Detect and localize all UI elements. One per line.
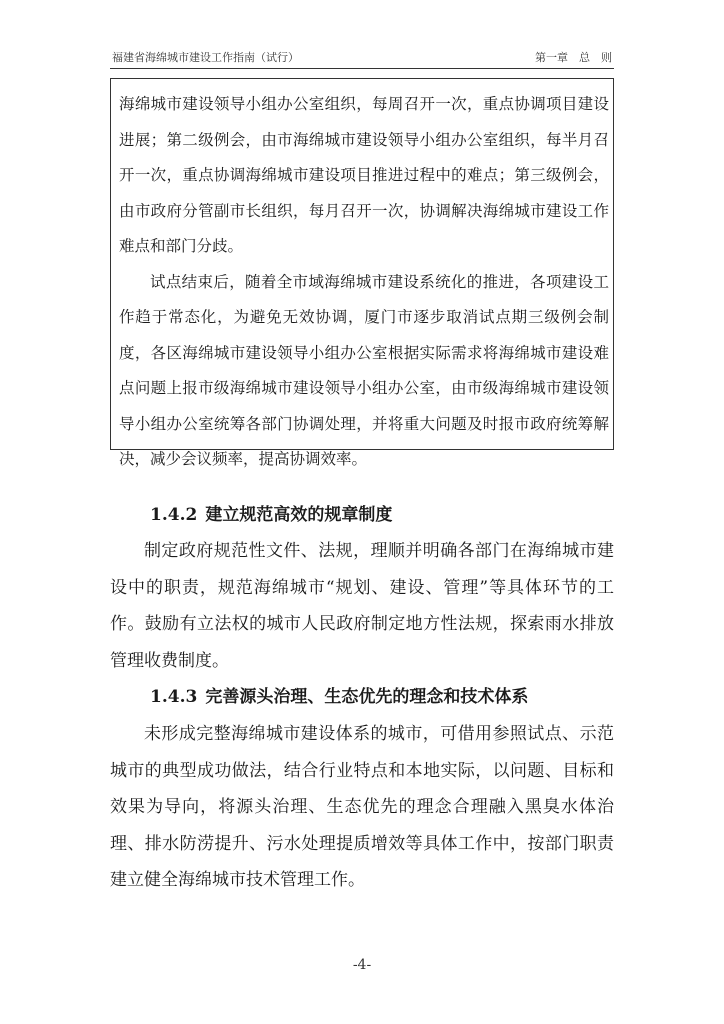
box-paragraph-2: 试点结束后，随着全市域海绵城市建设系统化的推进，各项建设工作趋于常态化，为避免无效协调，厦门市逐步取消试点期三级例会制度，各区海绵城市建设领导小组办公室根据实际需求将海绵城市建设难点问题上报市级海绵城市建设领导小组办公室，由市级海绵城市建设领导小组办公室统筹各部门协调处理，并将重大问题及时报市政府统筹解决，减少会议频率，提高协调效率。 — [119, 272, 609, 468]
section-title: 完善源头治理、生态优先的理念和技术体系 — [205, 687, 529, 707]
case-study-box — [110, 78, 614, 468]
box-paragraph-1: 海绵城市建设领导小组办公室组织，每周召开一次，重点协调项目建设进展；第二级例会，由市海绵城市建设领导小组办公室组织，每半月召开一次，重点协调海绵城市建设项目推进过程中的难点；第三级例会，由市政府分管副市长组织，每月召开一次，协调解决海绵城市建设工作难点和部门分歧。 — [119, 95, 609, 255]
section-number: 1.4.3 — [150, 687, 198, 707]
header-chapter-title: 第一章 总 则 — [535, 51, 612, 64]
header-document-title: 福建省海绵城市建设工作指南（试行） — [112, 51, 299, 64]
section-title: 建立规范高效的规章制度 — [205, 505, 393, 525]
page-number: -4- — [352, 957, 372, 973]
section-number: 1.4.2 — [150, 505, 198, 525]
section-heading-1-4-3 — [150, 682, 528, 707]
section-body-1-4-2: 制定政府规范性文件、法规，理顺并明确各部门在海绵城市建设中的职责，规范海绵城市“规划、建设、管理”等具体环节的工作。鼓励有立法权的城市人民政府制定地方性法规，探索雨水排放管理收费制度。 — [110, 541, 614, 671]
section-heading-1-4-2 — [150, 500, 392, 525]
page-header — [110, 50, 614, 69]
section-body-1-4-3: 未形成完整海绵城市建设体系的城市，可借用参照试点、示范城市的典型成功做法，结合行业特点和本地实际，以问题、目标和效果为导向，将源头治理、生态优先的理念合理融入黑臭水体治理、排水防涝提升、污水处理提质增效等具体工作中，按部门职责建立健全海绵城市技术管理工作。 — [110, 724, 614, 890]
